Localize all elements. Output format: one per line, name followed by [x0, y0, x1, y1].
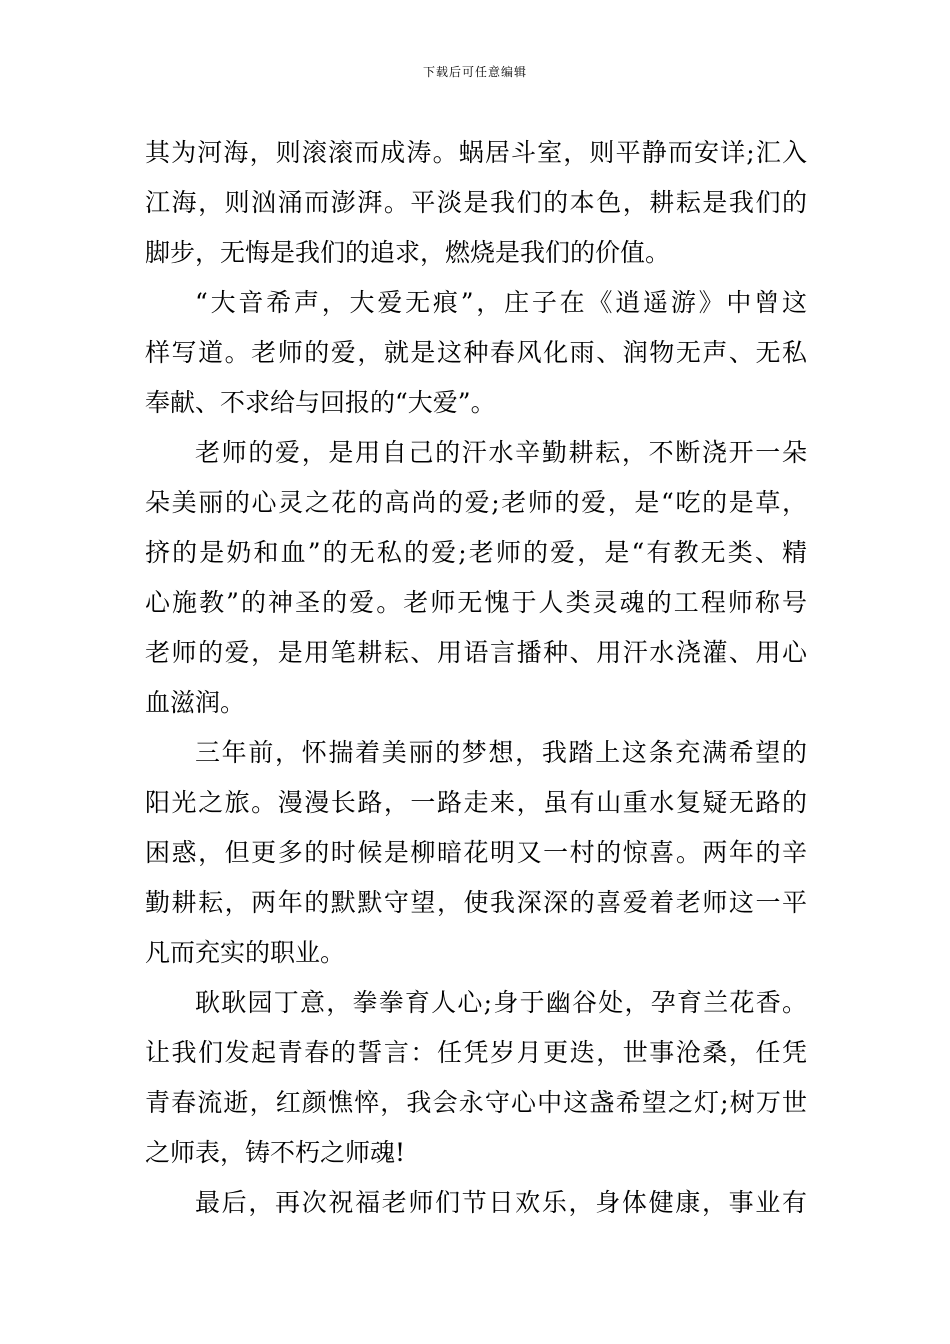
- page-header: 下载后可任意编辑: [422, 65, 527, 79]
- text-line: 江海，则汹涌而澎湃。平淡是我们的本色，耕耘是我们的: [145, 188, 807, 217]
- text-line: 之师表，铸不朽之师魂!: [145, 1138, 406, 1167]
- text-line: 心施教”的神圣的爱。老师无愧于人类灵魂的工程师称号: [145, 588, 807, 617]
- text-line: 三年前，怀揣着美丽的梦想，我踏上这条充满希望的: [195, 738, 807, 767]
- text-line: 让我们发起青春的誓言：任凭岁月更迭，世事沧桑，任凭: [145, 1038, 807, 1067]
- text-line: 朵美丽的心灵之花的高尚的爱;老师的爱，是“吃的是草，: [145, 488, 807, 517]
- text-line: 样写道。老师的爱，就是这种春风化雨、润物无声、无私: [145, 338, 807, 367]
- text-line: 青春流逝，红颜憔悴，我会永守心中这盏希望之灯;树万世: [145, 1088, 807, 1117]
- text-line: 血滋润。: [145, 688, 246, 717]
- text-line: 耿耿园丁意，拳拳育人心;身于幽谷处，孕育兰花香。: [195, 988, 807, 1017]
- text-line: 阳光之旅。漫漫长路，一路走来，虽有山重水复疑无路的: [145, 788, 807, 817]
- text-line: “大音希声，大爱无痕”，庄子在《逍遥游》中曾这: [195, 288, 807, 317]
- document-body: [145, 128, 807, 1228]
- text-line: 最后，再次祝福老师们节日欢乐，身体健康，事业有: [195, 1188, 807, 1217]
- text-line: 勤耕耘，两年的默默守望，使我深深的喜爱着老师这一平: [145, 888, 807, 917]
- text-line: 凡而充实的职业。: [145, 938, 346, 967]
- text-line: 其为河海，则滚滚而成涛。蜗居斗室，则平静而安详;汇入: [145, 138, 807, 167]
- text-line: 挤的是奶和血”的无私的爱;老师的爱，是“有教无类、精: [145, 538, 807, 567]
- text-line: 老师的爱，是用自己的汗水辛勤耕耘，不断浇开一朵: [195, 438, 807, 467]
- text-line: 奉献、不求给与回报的“大爱”。: [145, 388, 496, 417]
- text-line: 老师的爱，是用笔耕耘、用语言播种、用汗水浇灌、用心: [145, 638, 807, 667]
- text-line: 脚步，无悔是我们的追求，燃烧是我们的价值。: [145, 238, 671, 267]
- text-line: 困惑，但更多的时候是柳暗花明又一村的惊喜。两年的辛: [145, 838, 807, 867]
